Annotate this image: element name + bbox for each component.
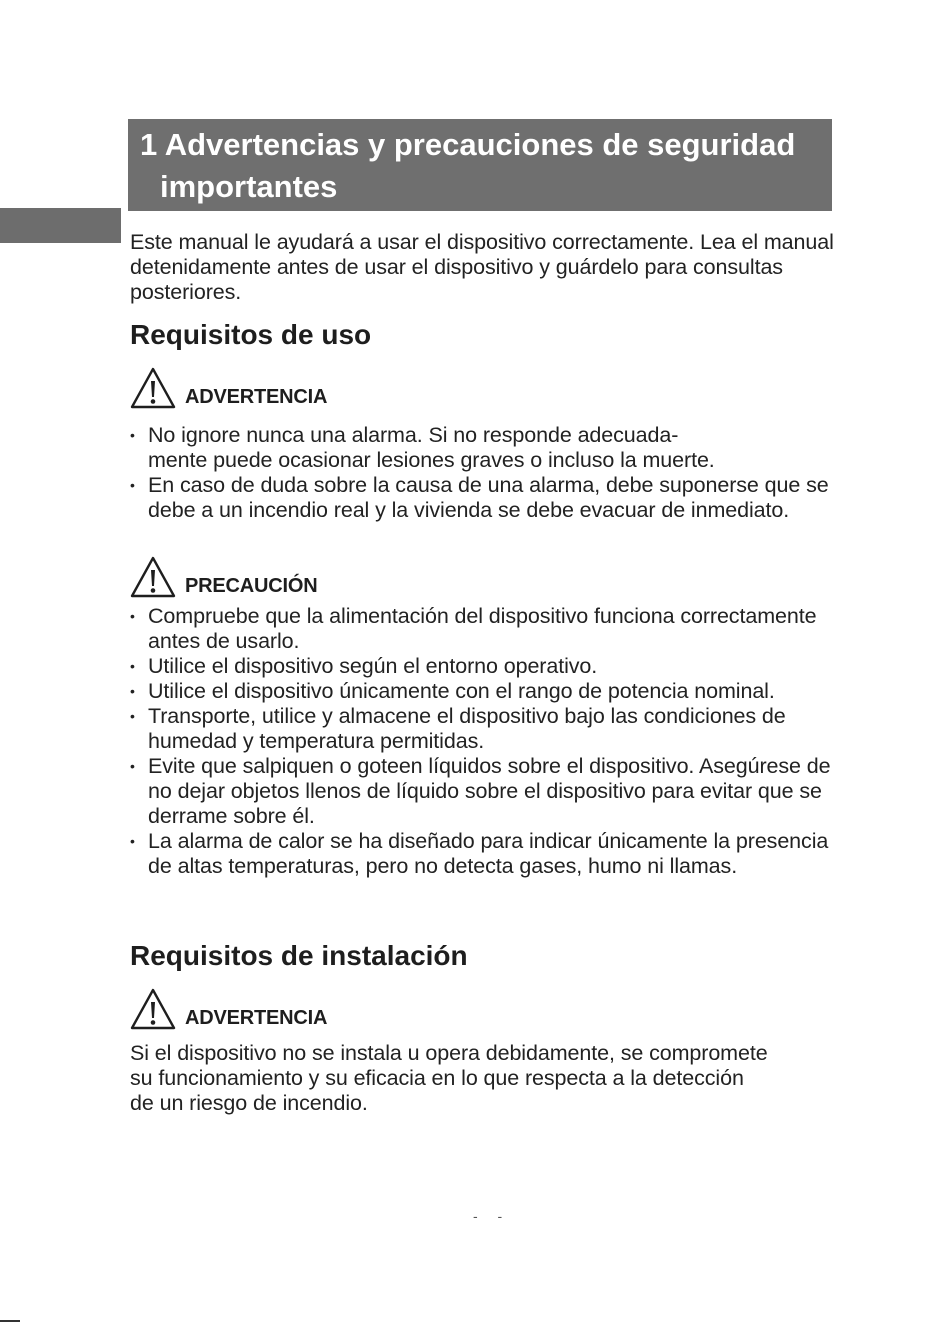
section-heading-use: Requisitos de uso: [130, 319, 372, 350]
intro-paragraph: Este manual le ayudará a usar el dispositivo correctamente. Lea el manual detenidamente antes de usar el dispositivo y guárdelo para consultas posteriores.: [130, 230, 834, 304]
caution-header-use: [130, 556, 317, 598]
list-item: • Compruebe que la alimentación del dispositivo funciona correctamente antes de usarlo.: [130, 604, 840, 654]
section-heading-installation: Requisitos de instalación: [130, 940, 468, 971]
list-item: • Evite que salpiquen o goteen líquidos sobre el dispositivo. Asegúrese de no dejar objetos llenos de líquido sobre el dispositivo para evitar que se derrame sobre él.: [130, 754, 840, 829]
chapter-side-tab: [0, 208, 121, 243]
caution-label: PRECAUCIÓN: [185, 575, 318, 597]
warning-header-use: [130, 367, 327, 409]
warning-header-installation: [130, 988, 327, 1030]
caution-list-use-block: [130, 604, 840, 879]
warning-label: ADVERTENCIA: [185, 386, 328, 408]
installation-warning-text: Si el dispositivo no se instala u opera debidamente, se compromete su funcionamiento y su eficacia en lo que respecta a la detección de un riesgo de incendio.: [130, 1041, 768, 1115]
warning-triangle-icon: [130, 556, 176, 598]
warning-list-use: [130, 423, 840, 523]
chapter-title-line-2: importantes: [160, 169, 338, 204]
chapter-title-bar: [128, 119, 832, 211]
corner-mark: [0, 1320, 20, 1322]
list-item: • Transporte, utilice y almacene el dispositivo bajo las condiciones de humedad y temperatura permitidas.: [130, 704, 840, 754]
list-item: • Utilice el dispositivo según el entorno operativo.: [130, 654, 840, 679]
list-item: • En caso de duda sobre la causa de una alarma, debe suponerse que se debe a un incendio real y la vivienda se debe evacuar de inmediato.: [130, 473, 840, 523]
chapter-title-line-1: 1 Advertencias y precauciones de seguridad: [140, 127, 796, 162]
list-item: • Utilice el dispositivo únicamente con el rango de potencia nominal.: [130, 679, 840, 704]
warning-list-use-block: [130, 423, 840, 523]
warning-triangle-icon: [130, 988, 176, 1030]
warning-label: ADVERTENCIA: [185, 1007, 328, 1029]
list-item: • No ignore nunca una alarma. Si no responde adecuada- mente puede ocasionar lesiones graves o incluso la muerte.: [130, 423, 840, 473]
caution-list-use: [130, 604, 840, 879]
warning-triangle-icon: [130, 367, 176, 409]
installation-warning-block: [130, 1041, 770, 1116]
intro-paragraph-block: [130, 230, 840, 305]
page-number: - -: [473, 1208, 511, 1224]
list-item: • La alarma de calor se ha diseñado para indicar únicamente la presencia de altas temperaturas, pero no detecta gases, humo ni llamas.: [130, 829, 840, 879]
